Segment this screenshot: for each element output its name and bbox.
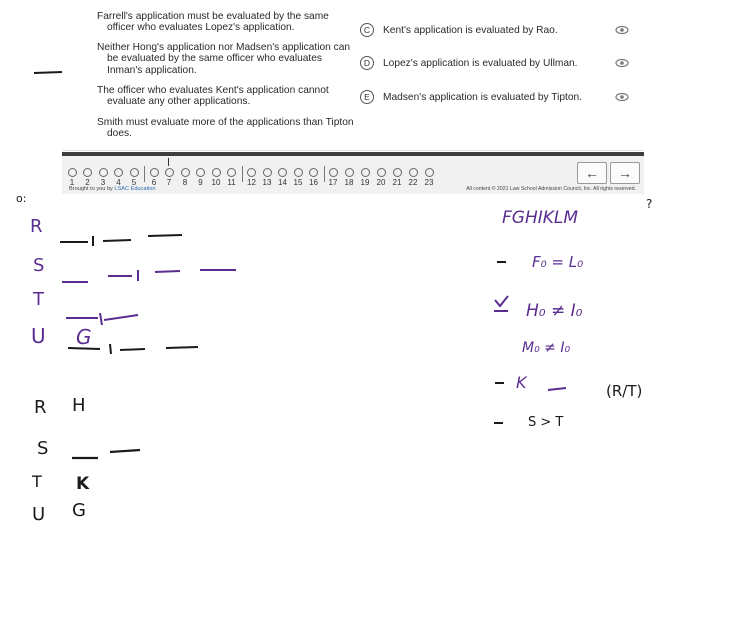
- question-bulb-icon: [409, 168, 418, 177]
- ink-question-mark: ?: [646, 197, 653, 211]
- choice-letter[interactable]: D: [360, 56, 374, 70]
- officer-label-s-2: S: [37, 438, 49, 459]
- eye-icon[interactable]: [614, 25, 630, 35]
- officer-label-r: R: [30, 216, 43, 237]
- officer-label-t-2: T: [32, 472, 42, 491]
- ink-rule-5: S > T: [528, 415, 564, 430]
- question-bulb-icon: [278, 168, 287, 177]
- question-bulb-icon: [196, 168, 205, 177]
- question-bulb-icon: [212, 168, 221, 177]
- ink-rule-2: H₀ ≠ I₀: [526, 301, 583, 321]
- arrow-left-icon: ←: [585, 165, 599, 181]
- ink-rule-4: K: [516, 373, 527, 392]
- question-number-button[interactable]: 11: [225, 168, 239, 187]
- question-bulb-icon: [227, 168, 236, 177]
- question-bulb-icon: [294, 168, 303, 177]
- rule-text: Neither Hong's application nor Madsen's application can be evaluated by the same officer who evaluates Inman's application.: [97, 42, 351, 76]
- ink-u-entry-2: G: [72, 500, 86, 521]
- question-number-button[interactable]: 6: [147, 168, 161, 187]
- ink-checkmark: [494, 296, 508, 311]
- choice-text[interactable]: Madsen's application is evaluated by Tipton.: [383, 91, 583, 103]
- answer-choice-d[interactable]: [360, 55, 630, 71]
- brought-to-you-text: Brought to you by LSAC Education: [69, 186, 156, 192]
- question-number-button[interactable]: 5: [127, 168, 141, 187]
- officer-label-u: U: [31, 324, 46, 348]
- ink-r-entry: H: [72, 395, 86, 416]
- question-number-button[interactable]: 18: [342, 168, 356, 187]
- question-bulb-icon: [130, 168, 139, 177]
- ink-dash: [548, 388, 566, 390]
- question-bulb-icon: [247, 168, 256, 177]
- group-divider: [324, 166, 325, 182]
- rule-text: Farrell's application must be evaluated by the same officer who evaluates Lopez's application.: [97, 11, 329, 34]
- ink-dash: [34, 72, 62, 73]
- choice-letter[interactable]: C: [360, 23, 374, 37]
- question-bulb-icon: [309, 168, 318, 177]
- question-number-button[interactable]: 17: [326, 168, 340, 187]
- question-bulb-icon: [393, 168, 402, 177]
- eye-icon[interactable]: [614, 92, 630, 102]
- question-number-button[interactable]: 16: [307, 168, 321, 187]
- officer-label-t: T: [33, 289, 44, 310]
- choice-text[interactable]: Lopez's application is evaluated by Ullman.: [383, 57, 578, 69]
- question-number-button[interactable]: 2: [81, 168, 95, 187]
- rule-text: The officer who evaluates Kent's application cannot evaluate any other applications.: [97, 85, 329, 108]
- ink-colon-label: o:: [16, 192, 27, 205]
- question-navigation-bar: [62, 152, 644, 194]
- ink-rule-4-note: (R/T): [606, 382, 643, 400]
- question-bulb-icon: [181, 168, 190, 177]
- question-bulb-icon: [329, 168, 338, 177]
- ink-slot-lines-s: [62, 270, 236, 282]
- question-number-button[interactable]: 22: [406, 168, 420, 187]
- current-question-marker: [168, 158, 169, 166]
- ink-slot-lines-u: [68, 344, 198, 354]
- question-bulb-icon: [150, 168, 159, 177]
- eye-icon[interactable]: [614, 58, 630, 68]
- lsac-education-link[interactable]: LSAC Education: [114, 186, 156, 192]
- question-bulb-icon: [83, 168, 92, 177]
- group-divider: [144, 166, 145, 182]
- question-number-button[interactable]: 12: [245, 168, 259, 187]
- ink-slot-lines-t: [66, 313, 138, 325]
- group-divider: [242, 166, 243, 182]
- previous-question-button[interactable]: [577, 162, 607, 184]
- question-bulb-icon: [345, 168, 354, 177]
- ink-slot-lines-s-2: [72, 450, 140, 458]
- question-bulb-icon: [99, 168, 108, 177]
- question-number-button[interactable]: 23: [422, 168, 436, 187]
- choice-text[interactable]: Kent's application is evaluated by Rao.: [383, 24, 558, 36]
- question-bulb-icon: [425, 168, 434, 177]
- ink-rule-1: F₀ = L₀: [532, 253, 584, 271]
- question-number-button[interactable]: 10: [209, 168, 223, 187]
- officer-label-s: S: [33, 255, 45, 276]
- question-number-button[interactable]: 3: [96, 168, 110, 187]
- choice-letter[interactable]: E: [360, 90, 374, 104]
- answer-choice-c[interactable]: [360, 22, 630, 38]
- question-bulb-icon: [361, 168, 370, 177]
- question-number-button[interactable]: 15: [291, 168, 305, 187]
- arrow-right-icon: →: [618, 165, 632, 181]
- question-number-button[interactable]: 1: [65, 168, 79, 187]
- question-bulb-icon: [68, 168, 77, 177]
- ink-applicants: FGHIKLM: [502, 208, 579, 228]
- question-bulb-icon: [263, 168, 272, 177]
- question-bulb-icon: [114, 168, 123, 177]
- question-number-button[interactable]: 9: [194, 168, 208, 187]
- question-number-button[interactable]: 4: [112, 168, 126, 187]
- question-bulb-icon: [165, 168, 174, 177]
- next-question-button[interactable]: [610, 162, 640, 184]
- question-bulb-icon: [377, 168, 386, 177]
- officer-label-u-2: U: [32, 504, 46, 525]
- ink-u-entry: G: [76, 325, 92, 349]
- question-number-button[interactable]: 8: [178, 168, 192, 187]
- question-number-button[interactable]: 13: [260, 168, 274, 187]
- question-number-button[interactable]: 7: [162, 168, 176, 187]
- officer-label-r-2: R: [34, 397, 47, 418]
- ink-slot-lines-r: [60, 235, 182, 246]
- question-number-button[interactable]: 21: [390, 168, 404, 187]
- question-number-button[interactable]: 14: [276, 168, 290, 187]
- rule-text: Smith must evaluate more of the applications than Tipton does.: [97, 117, 354, 140]
- answer-choice-e[interactable]: [360, 89, 630, 105]
- ink-t-entry: K: [76, 474, 90, 494]
- copyright-text: All content © 2021 Law School Admission Council, Inc. All rights reserved.: [466, 186, 636, 192]
- ink-rule-3: M₀ ≠ I₀: [522, 340, 571, 356]
- question-number-button[interactable]: 20: [374, 168, 388, 187]
- question-number-button[interactable]: 19: [358, 168, 372, 187]
